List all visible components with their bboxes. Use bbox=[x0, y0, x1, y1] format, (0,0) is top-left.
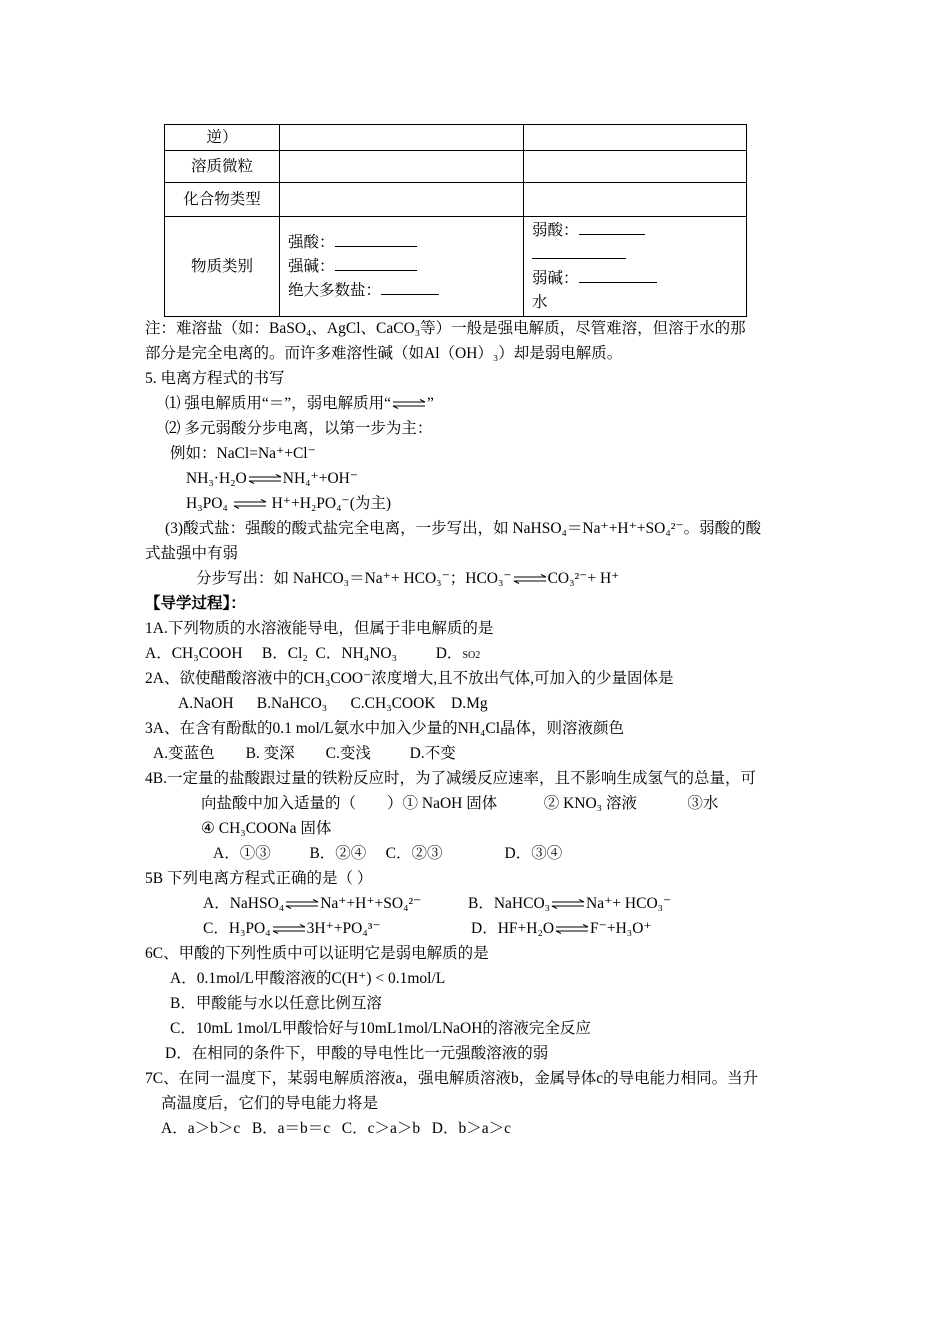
question-4-line-3: ④ CH₃COONa 固体 bbox=[201, 820, 332, 837]
note-line-1: 注：难溶盐（如：BaSO₄、AgCl、CaCO₃等）一般是强电解质，尽管难溶，但溶于水的那 bbox=[145, 320, 746, 337]
reversible-arrow-icon bbox=[550, 899, 586, 909]
question-1: 1A.下列物质的水溶液能导电，但属于非电解质的是 bbox=[145, 620, 494, 637]
answer-blank bbox=[579, 220, 645, 235]
reversible-arrow-icon bbox=[271, 924, 307, 934]
weak-electrolyte-cell bbox=[524, 217, 747, 317]
reversible-arrow-icon bbox=[247, 474, 283, 484]
example-h3po4: H₃PO₄ H⁺+H₂PO₄⁻(为主) bbox=[186, 495, 392, 512]
rule-1: ⑴ 强电解质用“＝”，弱电解质用“ ” bbox=[165, 395, 434, 412]
question-5: 5B 下列电离方程式正确的是（ ） bbox=[145, 870, 373, 887]
question-5-option-b: B．NaHCO₃ Na⁺+ HCO₃⁻ bbox=[468, 895, 672, 912]
rule-3-line-3: 分步写出：如 NaHCO₃＝Na⁺+ HCO₃⁻；HCO₃⁻ CO₃²⁻+ H⁺ bbox=[196, 570, 620, 587]
note-line-2: 部分是完全电离的。而许多难溶性碱（如Al（OH）₃）却是弱电解质。 bbox=[145, 345, 623, 362]
question-7-line-2: 高温度后，它们的导电能力将是 bbox=[161, 1095, 379, 1112]
question-7-line-1: 7C、在同一温度下，某弱电解质溶液a，强电解质溶液b，金属导体c的导电能力相同。当升 bbox=[145, 1070, 759, 1087]
reversible-arrow-icon bbox=[512, 574, 548, 584]
reversible-arrow-icon bbox=[284, 899, 320, 909]
rule-2: ⑵ 多元弱酸分步电离，以第一步为主： bbox=[165, 420, 433, 437]
question-3: 3A、在含有酚酞的0.1 mol/L氨水中加入少量的NH₄Cl晶体，则溶液颜色 bbox=[145, 720, 625, 737]
question-3-options: A.变蓝色 B. 变深 C.变浅 D.不变 bbox=[153, 745, 456, 762]
table-row-label: 溶质微粒 bbox=[165, 151, 280, 183]
question-6-option-d: D．在相同的条件下，甲酸的导电性比一元强酸溶液的弱 bbox=[165, 1045, 549, 1062]
question-5-option-a: A．NaHSO₄ Na⁺+H⁺+SO₄²⁻ bbox=[203, 895, 422, 912]
question-1-options: A．CH₃COOH B．Cl₂ C．NH₄NO₃ D．SO2 bbox=[145, 645, 481, 662]
table-cell bbox=[280, 151, 524, 183]
question-6-option-c: C．10mL 1mol/L甲酸恰好与10mL1mol/LNaOH的溶液完全反应 bbox=[170, 1020, 591, 1037]
most-salts-label: 绝大多数盐： bbox=[288, 281, 382, 299]
question-6-option-a: A．0.1mol/L甲酸溶液的C(H⁺) < 0.1mol/L bbox=[170, 970, 446, 987]
reversible-arrow-icon bbox=[232, 499, 268, 509]
rule-3-line-2: 式盐强中有弱 bbox=[145, 545, 239, 562]
rule-3-line-1: (3)酸式盐：强酸的酸式盐完全电离，一步写出，如 NaHSO₄＝Na⁺+H⁺+SO₄²⁻。弱酸的酸 bbox=[165, 520, 762, 537]
question-6-option-b: B．甲酸能与水以任意比例互溶 bbox=[170, 995, 382, 1012]
table-cell bbox=[524, 125, 747, 151]
section-5-title: 5. 电离方程式的书写 bbox=[145, 370, 285, 387]
table-row-label: 化合物类型 bbox=[165, 183, 280, 217]
table-cell bbox=[524, 151, 747, 183]
question-5-option-c: C．H₃PO₄ 3H⁺+PO₄³⁻ bbox=[203, 920, 381, 937]
strong-acid-label: 强酸： bbox=[288, 233, 335, 251]
question-6: 6C、甲酸的下列性质中可以证明它是弱电解质的是 bbox=[145, 945, 489, 962]
question-4-options: A．①③ B．②④ C．②③ D．③④ bbox=[213, 845, 563, 862]
water-label: 水 bbox=[532, 293, 548, 311]
guide-title: 【导学过程】： bbox=[145, 595, 246, 612]
table-cell bbox=[524, 183, 747, 217]
answer-blank bbox=[335, 256, 417, 271]
example-nacl: 例如：NaCl=Na⁺+Cl⁻ bbox=[170, 445, 316, 462]
table-cell bbox=[280, 125, 524, 151]
strong-base-label: 强碱： bbox=[288, 257, 335, 275]
table-row-label: 物质类别 bbox=[165, 217, 280, 317]
question-5-option-d: D．HF+H₂O F⁻+H₃O⁺ bbox=[471, 920, 652, 937]
table-row-label: 逆） bbox=[165, 125, 280, 151]
answer-blank bbox=[335, 232, 417, 247]
answer-blank bbox=[579, 268, 657, 283]
example-nh3: NH₃·H₂O NH₄⁺+OH⁻ bbox=[186, 470, 359, 487]
comparison-table bbox=[164, 124, 747, 317]
reversible-arrow-icon bbox=[391, 399, 427, 409]
question-2: 2A、欲使醋酸溶液中的CH₃COO⁻浓度增大,且不放出气体,可加入的少量固体是 bbox=[145, 670, 674, 687]
weak-base-label: 弱碱： bbox=[532, 269, 579, 287]
weak-acid-label: 弱酸： bbox=[532, 221, 579, 239]
question-4-line-1: 4B.一定量的盐酸跟过量的铁粉反应时，为了减缓反应速率，且不影响生成氢气的总量，可 bbox=[145, 770, 756, 787]
reversible-arrow-icon bbox=[554, 924, 590, 934]
answer-blank bbox=[532, 244, 626, 259]
question-7-options: A．a＞b＞c B．a＝b＝c C．c＞a＞b D．b＞a＞c bbox=[161, 1120, 511, 1137]
strong-electrolyte-cell bbox=[280, 217, 524, 317]
table-cell bbox=[280, 183, 524, 217]
answer-blank bbox=[381, 280, 439, 295]
question-2-options: A.NaOH B.NaHCO₃ C.CH₃COOK D.Mg bbox=[178, 695, 488, 712]
question-4-line-2: 向盐酸中加入适量的（ ）① NaOH 固体 ② KNO₃ 溶液 ③水 bbox=[201, 795, 719, 812]
